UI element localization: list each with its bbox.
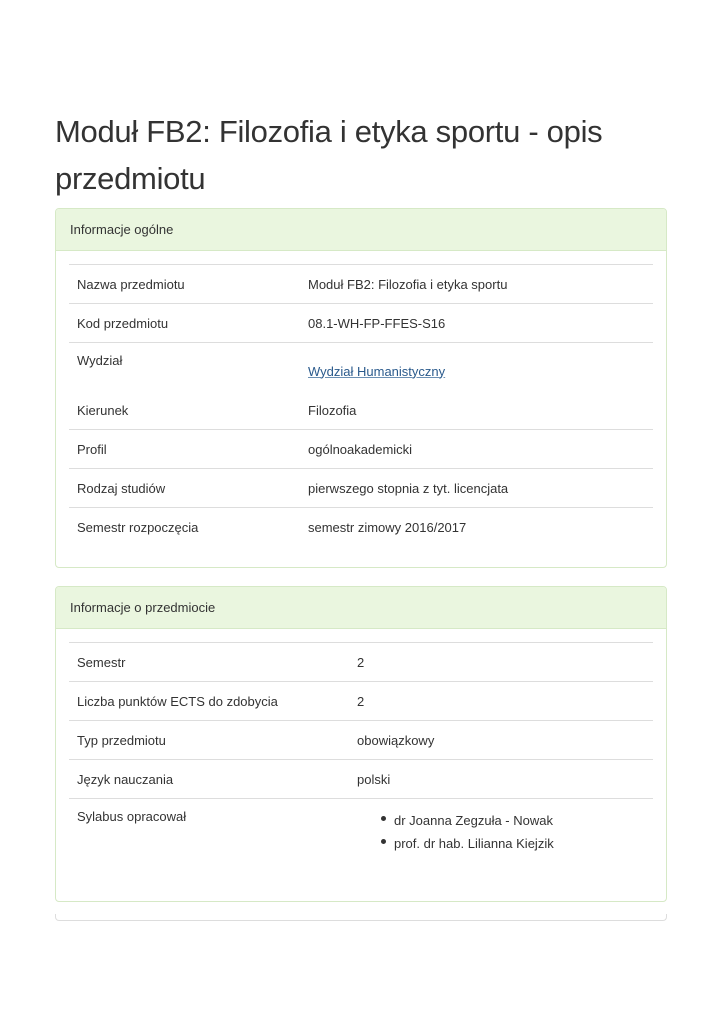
row-value: Moduł FB2: Filozofia i etyka sportu (300, 265, 653, 304)
table-row (69, 469, 653, 508)
general-info-heading: Informacje ogólne (56, 209, 666, 251)
table-row (69, 508, 653, 547)
table-row (69, 799, 653, 856)
bullet-icon (381, 839, 386, 844)
author-name: prof. dr hab. Lilianna Kiejzik (394, 836, 554, 851)
author-list (357, 809, 645, 855)
table-row (69, 643, 653, 682)
row-value: semestr zimowy 2016/2017 (300, 508, 653, 547)
row-value (300, 343, 653, 392)
table-row (69, 304, 653, 343)
course-info-table (69, 642, 653, 855)
row-value: 2 (349, 643, 653, 682)
table-row (69, 721, 653, 760)
row-value: 2 (349, 682, 653, 721)
row-value: 08.1-WH-FP-FFES-S16 (300, 304, 653, 343)
author-name: dr Joanna Zegzuła - Nowak (394, 813, 553, 828)
row-label: Profil (69, 430, 300, 469)
row-value: Filozofia (308, 402, 357, 418)
table-row (69, 343, 653, 392)
row-label: Kierunek (77, 402, 129, 418)
table-row (69, 430, 653, 469)
list-item (381, 809, 645, 832)
general-info-panel (55, 208, 667, 568)
row-label: Kod przedmiotu (69, 304, 300, 343)
table-row (69, 265, 653, 304)
faculty-link[interactable]: Wydział Humanistyczny (308, 363, 446, 379)
row-label: Semestr rozpoczęcia (69, 508, 300, 547)
row-label: Sylabus opracował (69, 799, 349, 856)
row-value: ogólnoakademicki (300, 430, 653, 469)
row-label: Rodzaj studiów (69, 469, 300, 508)
course-info-heading: Informacje o przedmiocie (56, 587, 666, 629)
table-row (69, 760, 653, 799)
table-row (69, 391, 653, 430)
row-label: Język nauczania (69, 760, 349, 799)
course-info-panel (55, 586, 667, 902)
row-value: obowiązkowy (349, 721, 653, 760)
row-value: polski (349, 760, 653, 799)
list-item (381, 832, 645, 855)
row-label: Semestr (69, 643, 349, 682)
row-label: Typ przedmiotu (69, 721, 349, 760)
page-title: Moduł FB2: Filozofia i etyka sportu - opis przedmiotu (55, 114, 603, 196)
next-panel-stub (55, 914, 667, 921)
row-value (349, 799, 653, 856)
general-info-table (69, 264, 653, 546)
row-label: Wydział (69, 343, 300, 392)
row-label: Liczba punktów ECTS do zdobycia (69, 682, 349, 721)
bullet-icon (381, 816, 386, 821)
table-row (69, 682, 653, 721)
row-value: pierwszego stopnia z tyt. licencjata (300, 469, 653, 508)
row-label: Nazwa przedmiotu (69, 265, 300, 304)
